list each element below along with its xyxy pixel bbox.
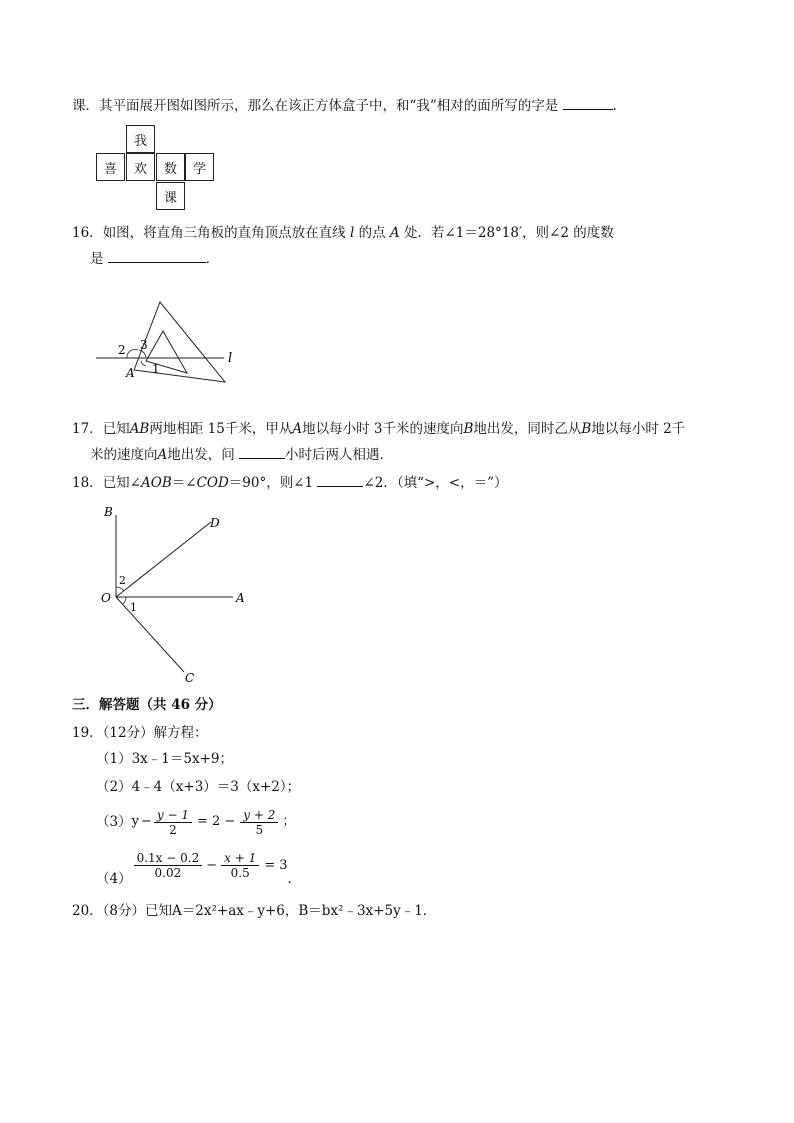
q17-answer-blank[interactable] [239,446,285,459]
ray-OC [116,597,184,672]
q18-answer-blank[interactable] [317,474,363,487]
q19-part-4: （4） $\frac{0.1x - 0.2}{0.02}$ − $\frac{x + 1}{0.5}$ = 3 ． [96,851,302,887]
q19-head: 19．（12分）解方程： [72,725,208,741]
label-1: 1 [130,601,137,614]
q16-answer-blank[interactable] [108,250,206,263]
net-cell-row-2: 欢 [126,153,155,181]
label-2: 2 [119,574,126,587]
q17-line-2: 米的速度向A地出发，问 小时后两人相遇． [90,447,394,463]
q19-part-2: （2）4﹣4（x+3）＝3（x+2）； [96,779,301,795]
q16-line-2: 是 ． [90,251,220,267]
fraction-3a: $\frac{y - 1}{2}$ [154,808,192,837]
q17-line-1: 17．已知AB两地相距 15千米，甲从A地以每小时 3千米的速度向B地出发，同时乙从B地以每小时 2千 [72,421,686,437]
q16-line-1: 16．如图，将直角三角板的直角顶点放在直线 l 的点 A 处．若∠1＝28°18′，则∠2 的度数 [72,225,614,241]
q15-text: 课．其平面展开图如图所示，那么在该正方体盒子中，和“我”相对的面所写的字是 ． [72,98,627,114]
label-B: B [104,505,113,519]
net-cell-top: 我 [126,125,155,153]
net-cell-row-4: 学 [185,153,214,181]
label-O: O [101,591,111,605]
fraction-3b: $\frac{y + 2}{5}$ [240,808,278,837]
label-3: 3 [140,338,148,352]
triangle-outer [134,302,225,382]
q19-part-3: （3） y − $\frac{y - 1}{2}$ = 2 − $\frac{y + 2}{5}$ ； [96,807,296,837]
label-A: A [126,366,135,380]
q20-line: 20．（8分）已知A＝2x²+ax﹣y+6，B＝bx²﹣3x+5y﹣1． [72,903,437,919]
angle-1-arc [141,361,146,366]
fraction-4b: $\frac{x + 1}{0.5}$ [221,851,259,880]
q18-figure [96,500,256,690]
angle-1-arc [123,597,126,604]
q18-line: 18．已知∠AOB＝∠COD＝90°，则∠1 ∠2．（填“>，<，＝”） [72,475,508,491]
q15-answer-blank[interactable] [563,97,613,110]
label-D: D [210,516,220,530]
angle-2-arc [127,349,138,358]
net-cell-bottom: 课 [156,182,185,210]
ray-OD [116,522,211,597]
label-l: l [228,351,233,366]
equation-4: $\frac{0.1x - 0.2}{0.02}$ − $\frac{x + 1}{0.5}$ = 3 [132,851,288,880]
section-3-title: 三．解答题（共 46 分） [72,697,222,713]
q19-part-1: （1）3x﹣1＝5x+9； [96,751,233,767]
angle-2-arc [116,587,124,591]
label-1: 1 [152,362,160,376]
label-2: 2 [118,343,126,357]
q16-figure [90,295,250,385]
equation-3: y − $\frac{y - 1}{2}$ = 2 − $\frac{y + 2}{5}$ ； [131,807,296,837]
net-cell-row-1: 喜 [96,153,125,181]
fraction-4a: $\frac{0.1x - 0.2}{0.02}$ [134,851,203,880]
label-C: C [185,671,195,685]
label-A: A [236,591,245,605]
net-cell-row-3: 数 [156,153,185,181]
